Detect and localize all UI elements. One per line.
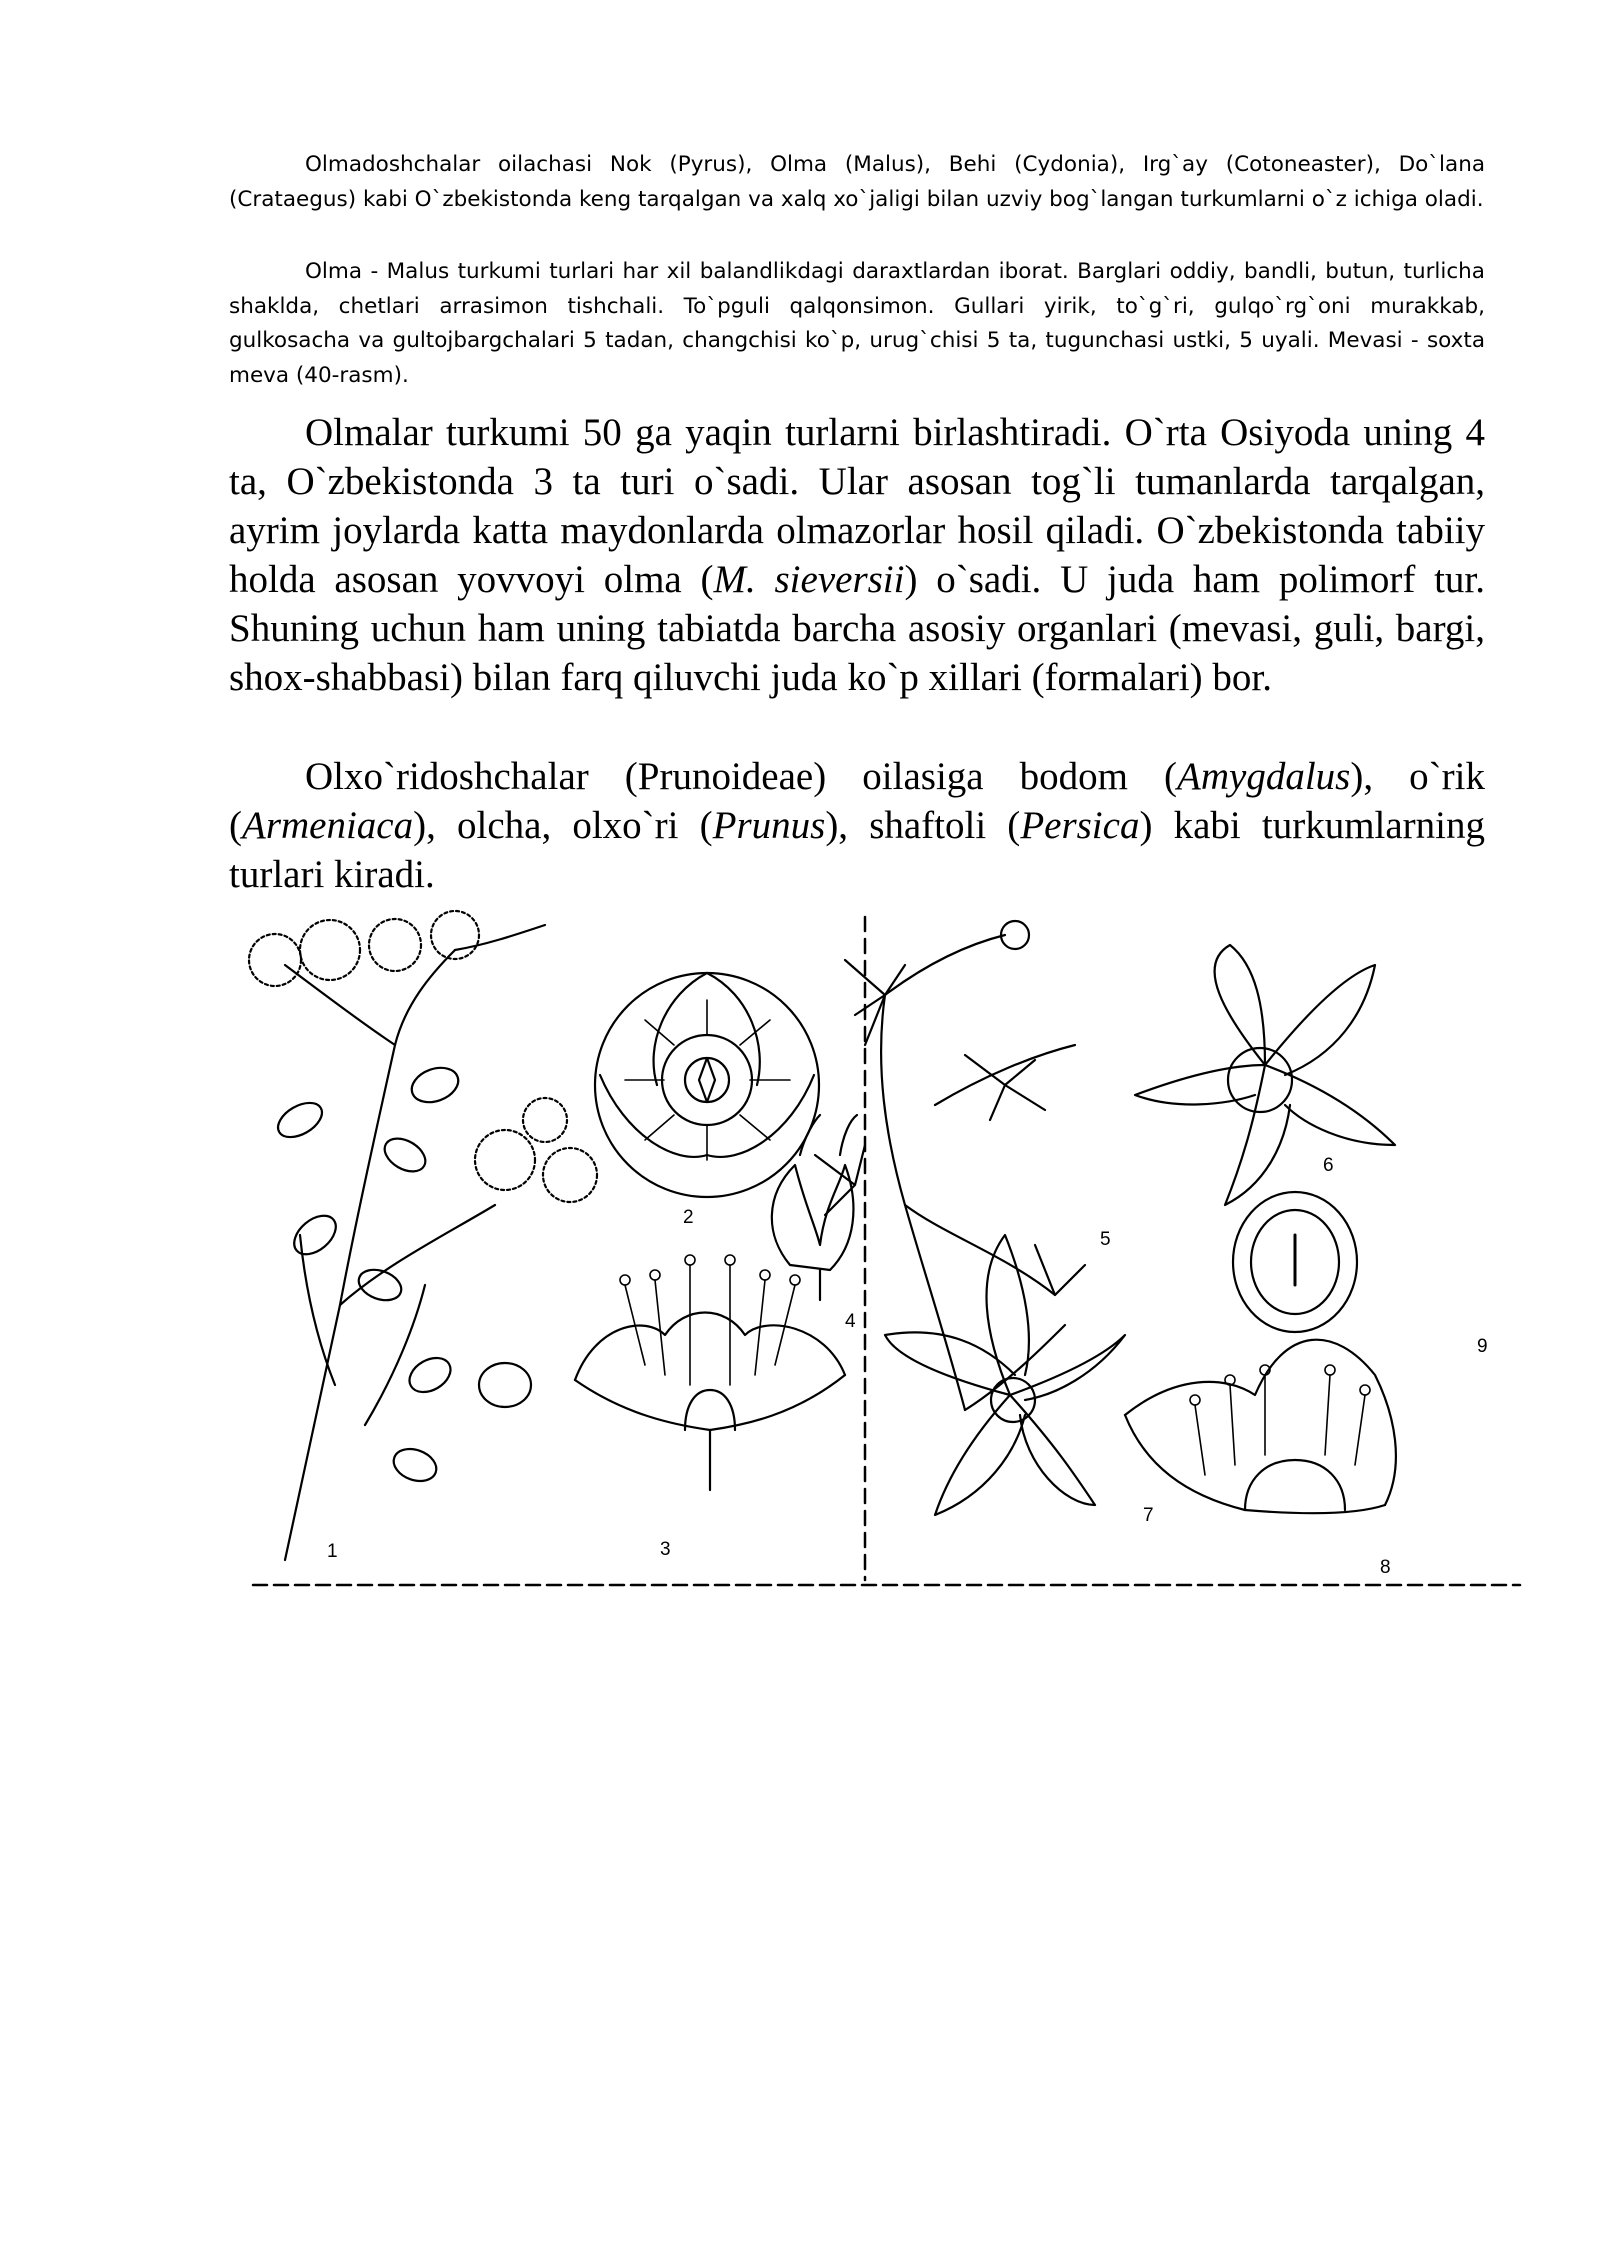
figure-label-4: 4 — [845, 1311, 856, 1332]
stamens — [620, 1255, 800, 1385]
paragraph-malus-description — [229, 255, 1485, 393]
figure-label-6: 6 — [1323, 1155, 1334, 1176]
figure-label-9: 9 — [1477, 1336, 1488, 1357]
figure-label-1: 1 — [327, 1541, 338, 1562]
flower-3-section-drawing — [575, 1255, 845, 1490]
text-run: ), o`rik ( — [229, 755, 1485, 847]
leaf-outlines — [272, 1062, 531, 1487]
flower-cluster — [249, 911, 597, 1202]
botanical-illustration-figure — [245, 905, 1525, 1600]
figure-label-7: 7 — [1143, 1505, 1154, 1526]
figure-label-2: 2 — [683, 1207, 694, 1228]
flower-2-top-view-drawing — [595, 973, 819, 1197]
text-run: ), olcha, olxo`ri ( — [413, 804, 713, 847]
fruit-9-section-drawing — [1233, 1192, 1357, 1332]
text-run: Olmalar turkumi 50 ga yaqin turlarni birlashtiradi. O`rta Osiyoda uning 4 ta, O`zbekistonda 3 ta turi o`sadi. Ular asosan tog`li tumanlarda tarqalgan, ayrim joylarda katta maydonlarda olmazorlar hosil qiladi. O`zbekistonda tabiiy holda asosan yovvoyi olma ( — [229, 411, 1485, 601]
paragraph-text — [229, 408, 1485, 702]
latin-name: Persica — [1020, 804, 1140, 847]
fruit-4-drawing — [772, 1115, 857, 1300]
stamens — [625, 1000, 790, 1160]
text-run: ), shaftoli ( — [825, 804, 1021, 847]
paragraph-malus-species — [229, 408, 1485, 702]
figure-label-8: 8 — [1380, 1557, 1391, 1578]
text-run: ) kabi turkumlarning turlari kiradi. — [229, 804, 1485, 896]
flower-7-drawing — [885, 1235, 1125, 1515]
figure-label-3: 3 — [660, 1539, 671, 1560]
paragraph-family-intro — [229, 148, 1485, 217]
paragraph-text — [229, 752, 1485, 899]
paragraph-text: Olma - Malus turkumi turlari har xil balandlikdagi daraxtlardan iborat. Barglari oddiy, bandli, butun, turlicha shaklda, chetlari arrasimon tishchali. To`pguli qalqonsimon. Gullari yirik, to`g`ri, gulqo`rg`oni murakkab, gulkosacha va gultojbargchalari 5 tadan, changchisi ko`p, urug`chisi 5 ta, tugunchasi ustki, 5 uyali. Mevasi - soxta meva (40-rasm). — [229, 259, 1485, 388]
text-run: Olxo`ridoshchalar (Prunoideae) oilasiga bodom ( — [305, 755, 1178, 798]
paragraph-text: Olmadoshchalar oilachasi Nok (Pyrus), Olma (Malus), Behi (Cydonia), Irg`ay (Cotoneaster), Do`lana (Crataegus) kabi O`zbekistonda keng tarqalgan va xalq xo`jaligi bilan uzviy bog`langan turkumlarni o`z ichiga oladi. — [229, 152, 1485, 212]
latin-name: M. sieversii — [713, 558, 905, 601]
plant-1-flowering-branch-drawing — [249, 911, 597, 1560]
latin-name: Amygdalus — [1177, 755, 1351, 798]
latin-name: Prunus — [712, 804, 826, 847]
flower-8-section-drawing — [1125, 1340, 1396, 1514]
text-run: ) o`sadi. U juda ham polimorf tur. Shuning uchun ham uning tabiatda barcha asosiy organlari (mevasi, guli, bargi, shox-shabbasi) bilan farq qiluvchi juda ko`p xillari (formalari) bor. — [229, 558, 1485, 699]
figure-label-5: 5 — [1100, 1229, 1111, 1250]
botanical-illustration — [245, 905, 1525, 1600]
flower-6-drawing — [1135, 945, 1395, 1205]
latin-name: Armeniaca — [242, 804, 414, 847]
paragraph-prunoideae — [229, 752, 1485, 899]
palmate-leaf-outlines — [815, 960, 1085, 1295]
